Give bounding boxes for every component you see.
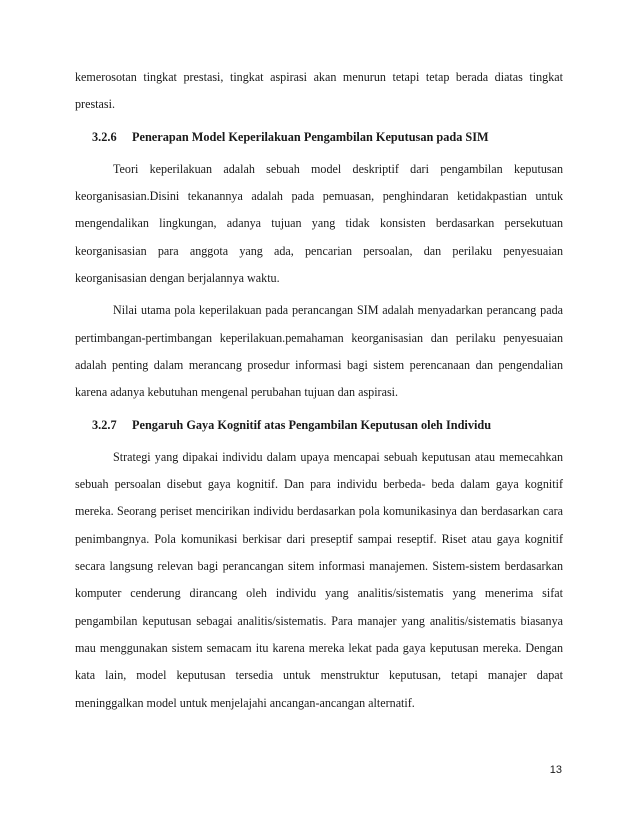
paragraph-behavioral-theory: Teori keperilakuan adalah sebuah model deskriptif dari pengambilan keputusan keorganisasian.Disini tekanannya adalah pada pemuasan, penghindaran ketidakpastian untuk mengendalikan lingkungan, adanya tujuan yang tidak konsisten berdasarkan persekutuan keorganisasian para anggota yang ada, pencarian persoalan, dan perilaku penyesuaian keorganisasian dengan berjalannya waktu. [75, 161, 563, 286]
paragraph-sim-value: Nilai utama pola keperilakuan pada perancangan SIM adalah menyadarkan perancang pada pertimbangan-pertimbangan keperilakuan.pemahaman keorganisasian dan perilaku penyesuaian adalah penting dalam merancang prosedur informasi bagi sistem perencanaan dan pengendalian karena adanya kebutuhan mengenal perubahan tujuan dan aspirasi. [75, 303, 563, 400]
section-heading-3-2-6 [75, 124, 563, 151]
section-heading-3-2-7 [75, 412, 563, 439]
intro-paragraph: kemerosotan tingkat prestasi, tingkat aspirasi akan menurun tetapi tetap berada diatas tingkat prestasi. [75, 70, 563, 112]
page-number: 13 [549, 764, 562, 776]
section-title: Penerapan Model Keperilakuan Pengambilan Keputusan pada SIM [132, 129, 489, 144]
page-body [75, 64, 563, 717]
section-number: 3.2.7 [92, 417, 117, 432]
paragraph-cognitive-style: Strategi yang dipakai individu dalam upaya mencapai sebuah keputusan atau memecahkan sebuah persoalan disebut gaya kognitif. Dan para individu berbeda- beda dalam gaya kognitif mereka. Seorang periset mencirikan individu berdasarkan pola komunikasinya dan berdasarkan cara penimbangnya. Pola komunikasi berkisar dari preseptif sampai reseptif. Riset atau gaya kognitif secara langsung relevan bagi perancangan sitem informasi manajemen. Sistem-sistem berdasarkan komputer cenderung dirancang oleh individu yang analitis/sistematis yang menerima sifat pengambilan keputusan sebagai analitis/sistematis. Para manajer yang analitis/sistematis biasanya mau menggunakan sistem semacam itu karena mereka lekat pada gaya keputusan mereka. Dengan kata lain, model keputusan tersedia untuk menstruktur keputusan, tetapi manajer dapat meninggalkan model untuk menjelajahi ancangan-ancangan alternatif. [75, 449, 563, 710]
section-number: 3.2.6 [92, 129, 117, 144]
section-title: Pengaruh Gaya Kognitif atas Pengambilan Keputusan oleh Individu [132, 417, 492, 432]
